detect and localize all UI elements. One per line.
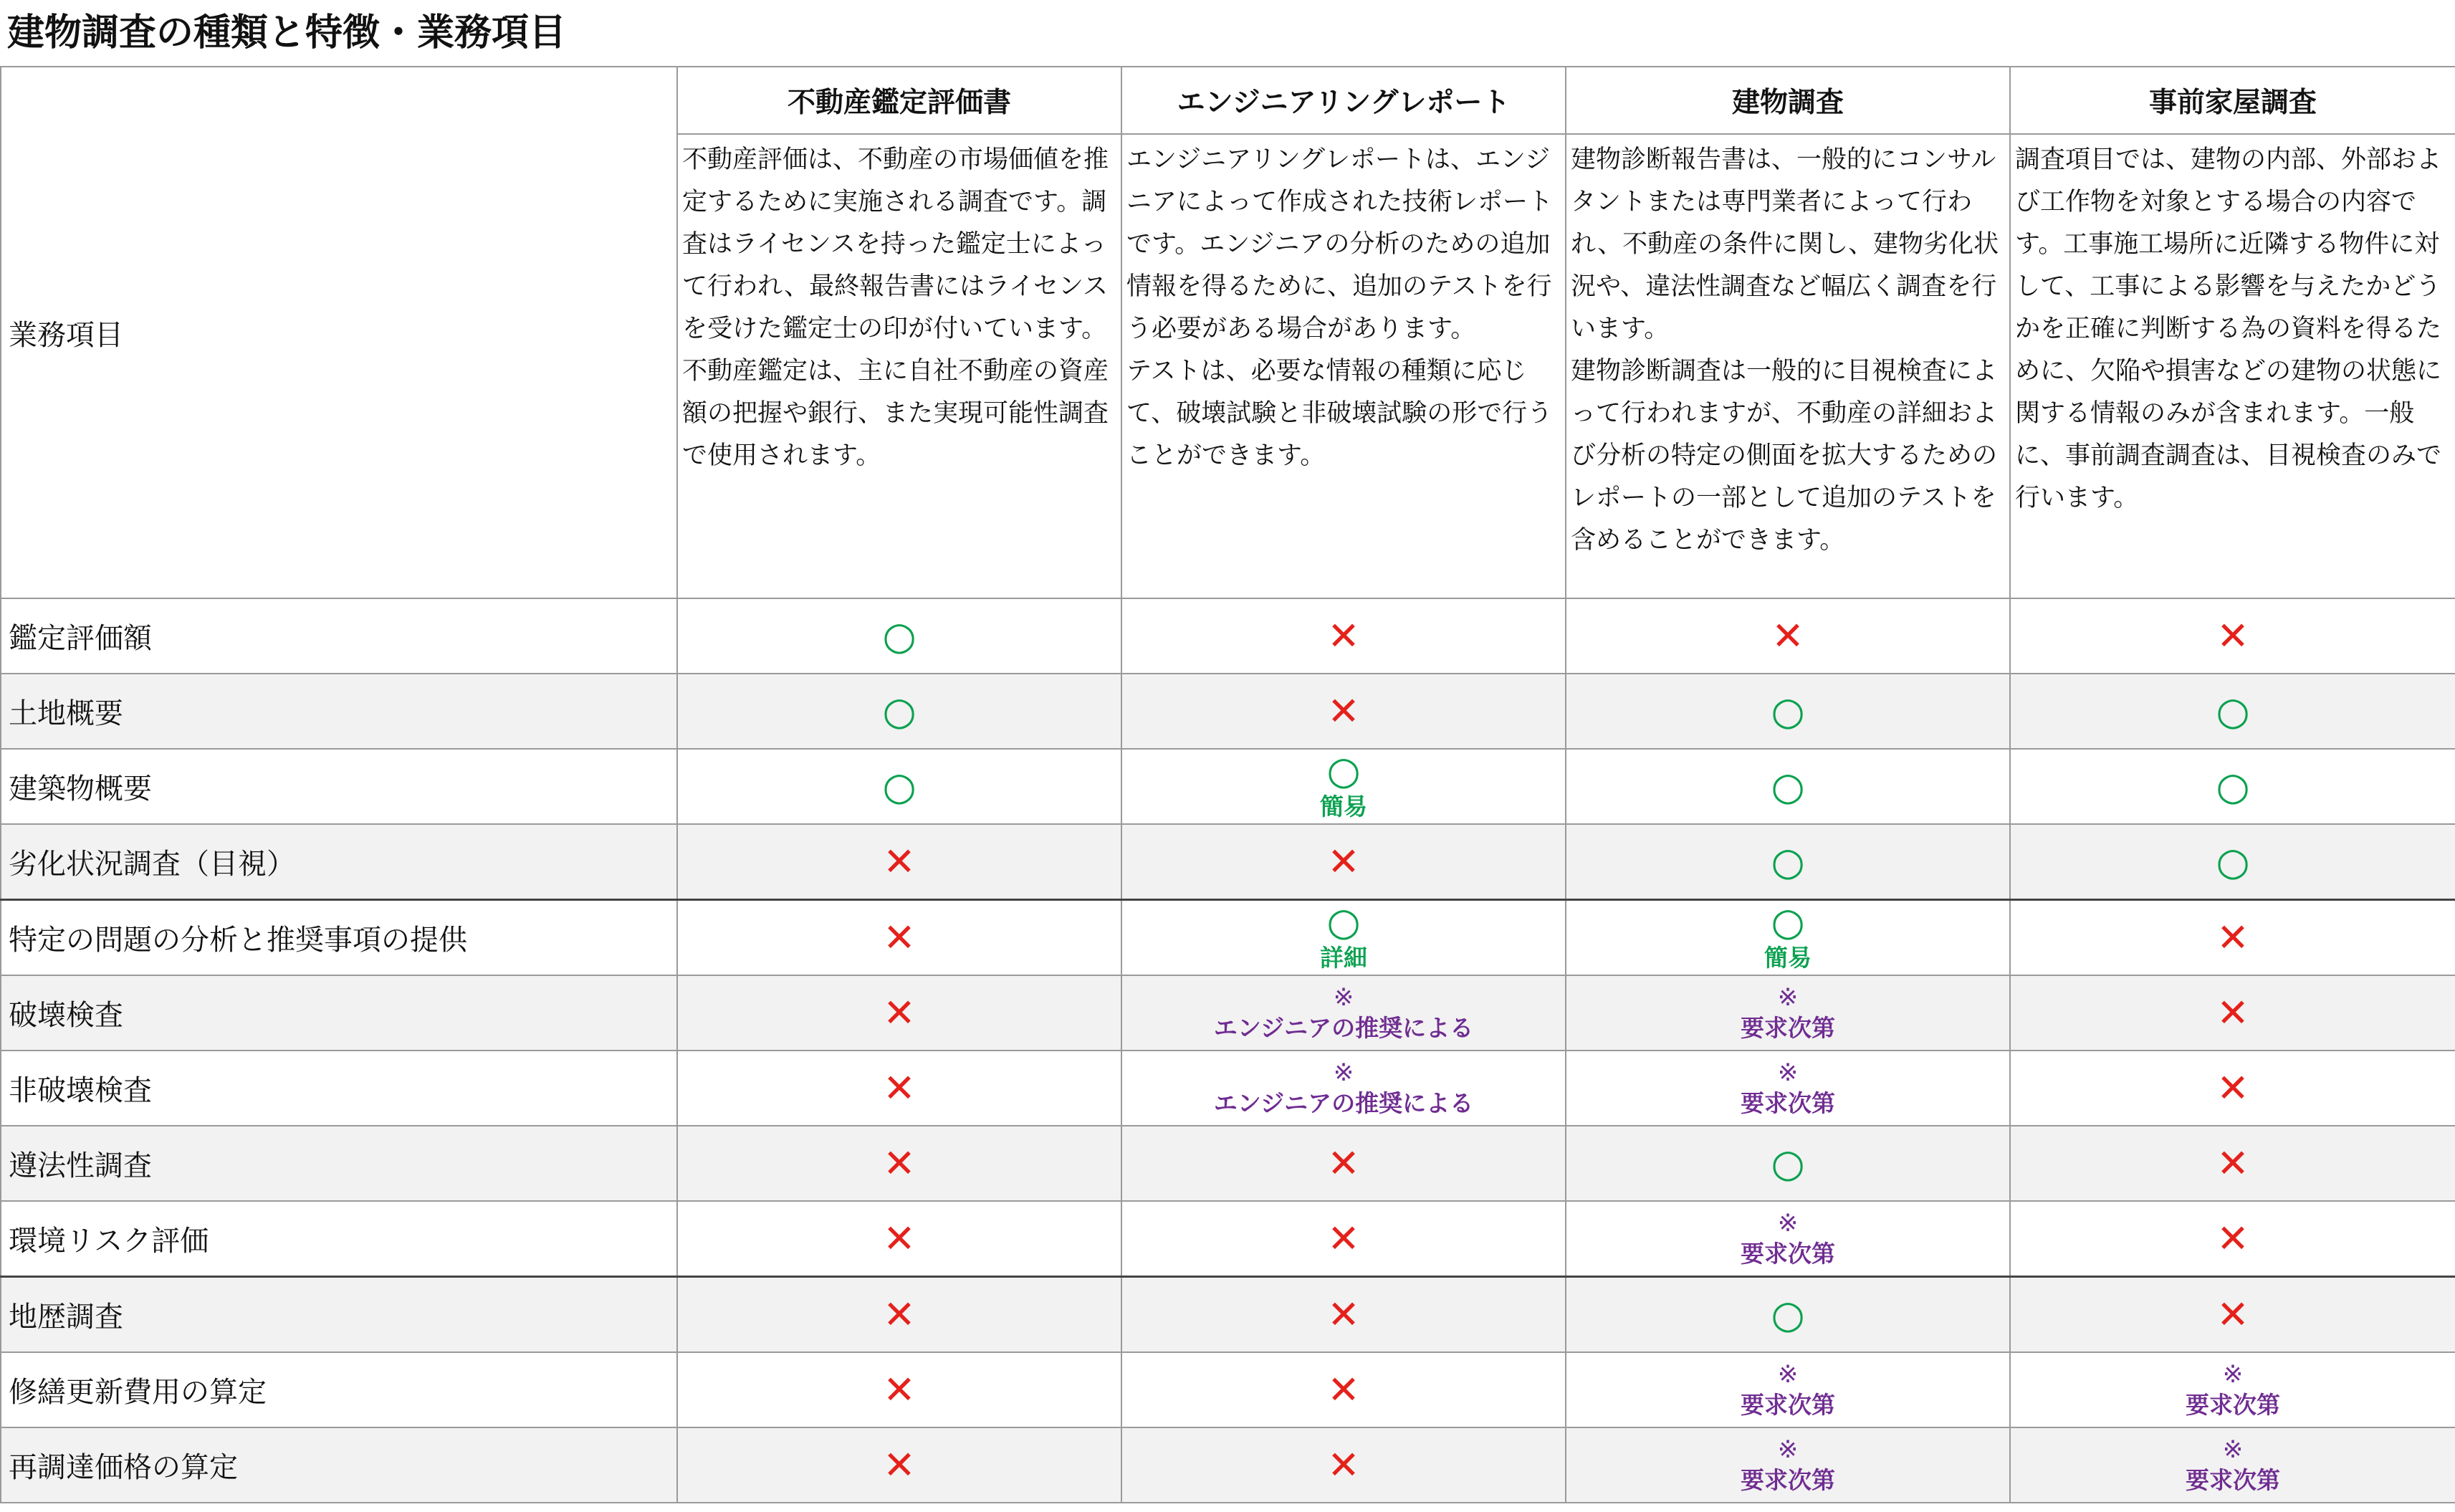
cross-icon: ✕ — [1327, 1215, 1360, 1261]
cell-note: 要求次第 — [2186, 1390, 2280, 1419]
table-row — [1, 900, 2455, 976]
cell-note: 詳細 — [1320, 943, 1367, 972]
table-row — [1, 674, 2455, 749]
table-cell — [2010, 1126, 2455, 1201]
table-cell — [677, 1352, 1121, 1427]
table-cell — [1121, 1201, 1566, 1277]
cross-icon: ✕ — [883, 914, 916, 960]
cell-note: 要求次第 — [1741, 1239, 1835, 1268]
table-cell — [1121, 975, 1566, 1051]
table-cell — [1566, 1427, 2010, 1503]
table-cell — [1566, 1126, 2010, 1201]
reference-mark-icon: ※ — [2222, 1359, 2244, 1389]
row-label: 鑑定評価額 — [1, 598, 677, 674]
reference-mark-icon: ※ — [1333, 982, 1354, 1012]
circle-icon: ○ — [882, 613, 917, 659]
table-cell — [1566, 1352, 2010, 1427]
cell-note: 要求次第 — [1741, 1465, 1835, 1494]
table-cell — [677, 674, 1121, 749]
cell-note: 要求次第 — [1741, 1013, 1835, 1042]
table-cell — [2010, 1427, 2455, 1503]
table-cell — [1121, 1277, 1566, 1353]
cross-icon: ✕ — [2216, 1140, 2249, 1186]
table-cell — [1566, 824, 2010, 900]
table-cell — [1121, 1427, 1566, 1503]
cross-icon: ✕ — [2216, 1215, 2249, 1261]
circle-icon: ○ — [882, 763, 917, 809]
table-cell — [2010, 674, 2455, 749]
table-row — [1, 1051, 2455, 1126]
header-cell-appraisal: 不動産鑑定評価書 — [677, 67, 1121, 134]
table-row — [1, 598, 2455, 674]
table-cell — [677, 1427, 1121, 1503]
table-cell — [1566, 598, 2010, 674]
row-label: 劣化状況調査（目視） — [1, 824, 677, 900]
cross-icon: ✕ — [883, 1215, 916, 1261]
table-cell — [677, 1201, 1121, 1277]
cell-note: エンジニアの推奨による — [1213, 1088, 1474, 1117]
description-building-survey: 建物診断報告書は、一般的にコンサルタントまたは専門業者によって行われ、不動産の条件に関し、建物劣化状況や、違法性調査など幅広く調査を行います。 建物診断調査は一般的に目視検査によって行われますが、不動産の詳細および分析の特定の側面を拡大するためのレポートの一部として追加のテストを含めることができます。 — [1566, 134, 2010, 598]
row-label: 遵法性調査 — [1, 1126, 677, 1201]
cell-note: 要求次第 — [1741, 1088, 1835, 1117]
table-cell — [1121, 1126, 1566, 1201]
table-cell — [1121, 824, 1566, 900]
circle-icon: ○ — [1771, 688, 1805, 734]
circle-icon: ○ — [2216, 688, 2250, 734]
table-cell — [2010, 1201, 2455, 1277]
reference-mark-icon: ※ — [1333, 1058, 1354, 1087]
table-cell — [2010, 749, 2455, 824]
table-cell — [677, 824, 1121, 900]
row-label: 破壊検査 — [1, 975, 677, 1051]
reference-mark-icon: ※ — [1777, 1435, 1799, 1464]
circle-icon: ○ — [1771, 763, 1805, 809]
cell-note: 簡易 — [1764, 943, 1812, 972]
cross-icon: ✕ — [883, 838, 916, 884]
table-cell — [1121, 598, 1566, 674]
table-cell — [1121, 749, 1566, 824]
row-label: 建築物概要 — [1, 749, 677, 824]
cross-icon: ✕ — [2216, 1065, 2249, 1111]
table-row — [1, 1126, 2455, 1201]
table-cell — [1121, 900, 1566, 976]
row-label: 再調達価格の算定 — [1, 1427, 677, 1503]
row-label-business-items: 業務項目 — [1, 67, 677, 598]
header-cell-building-survey: 建物調査 — [1566, 67, 2010, 134]
row-label: 特定の問題の分析と推奨事項の提供 — [1, 900, 677, 976]
table-row — [1, 749, 2455, 824]
table-cell — [2010, 598, 2455, 674]
cell-note: エンジニアの推奨による — [1213, 1013, 1474, 1042]
row-label: 地歴調査 — [1, 1277, 677, 1353]
cross-icon: ✕ — [1327, 613, 1360, 659]
description-appraisal: 不動産評価は、不動産の市場価値を推定するために実施される調査です。調査はライセンスを持った鑑定士によって行われ、最終報告書にはライセンスを受けた鑑定士の印が付いています。 不動産鑑定は、主に自社不動産の資産額の把握や銀行、また実現可能性調査で使用されます。 — [677, 134, 1121, 598]
cross-icon: ✕ — [883, 1140, 916, 1186]
cross-icon: ✕ — [2216, 990, 2249, 1035]
table-cell — [1121, 674, 1566, 749]
cross-icon: ✕ — [1327, 1291, 1360, 1337]
reference-mark-icon: ※ — [1777, 1359, 1799, 1389]
cross-icon: ✕ — [883, 1065, 916, 1111]
description-pre-house-survey: 調査項目では、建物の内部、外部および工作物を対象とする場合の内容です。工事施工場所に近隣する物件に対して、工事による影響を与えたかどうかを正確に判断する為の資料を得るために、欠陥や損害などの建物の状態に関する情報のみが含まれます。一般に、事前調査調査は、目視検査のみで行います。 — [2010, 134, 2455, 598]
row-label: 非破壊検査 — [1, 1051, 677, 1126]
table-cell — [1566, 975, 2010, 1051]
description-engineering-report: エンジニアリングレポートは、エンジニアによって作成された技術レポートです。エンジニアの分析のための追加情報を得るために、追加のテストを行う必要がある場合があります。 テストは、必要な情報の種類に応じて、破壊試験と非破壊試験の形で行うことができます。 — [1121, 134, 1566, 598]
table-cell — [2010, 1277, 2455, 1353]
table-cell — [677, 749, 1121, 824]
cross-icon: ✕ — [1327, 688, 1360, 734]
table-cell — [2010, 975, 2455, 1051]
table-cell — [677, 1051, 1121, 1126]
cross-icon: ✕ — [1327, 1367, 1360, 1412]
table-cell — [677, 1126, 1121, 1201]
table-row — [1, 1201, 2455, 1277]
cross-icon: ✕ — [883, 1442, 916, 1488]
cross-icon: ✕ — [1327, 1140, 1360, 1186]
table-cell — [1121, 1352, 1566, 1427]
row-label: 環境リスク評価 — [1, 1201, 677, 1277]
cross-icon: ✕ — [2216, 914, 2249, 960]
cell-note: 要求次第 — [2186, 1465, 2280, 1494]
cross-icon: ✕ — [883, 1367, 916, 1412]
row-label: 土地概要 — [1, 674, 677, 749]
header-cell-pre-house-survey: 事前家屋調査 — [2010, 67, 2455, 134]
circle-icon: ○ — [1771, 1291, 1805, 1337]
table-row — [1, 1352, 2455, 1427]
cell-note: 要求次第 — [1741, 1390, 1835, 1419]
table-cell — [677, 598, 1121, 674]
circle-icon: ○ — [2216, 763, 2250, 809]
cross-icon: ✕ — [2216, 613, 2249, 659]
circle-icon: ○ — [882, 688, 917, 734]
table-cell — [1566, 1201, 2010, 1277]
cross-icon: ✕ — [2216, 1291, 2249, 1337]
table-row — [1, 1427, 2455, 1503]
table-row — [1, 824, 2455, 900]
cross-icon: ✕ — [1327, 838, 1360, 884]
table-cell — [1566, 1051, 2010, 1126]
circle-icon: ○ — [1771, 899, 1805, 944]
table-cell — [677, 1277, 1121, 1353]
table-cell — [2010, 1051, 2455, 1126]
cross-icon: ✕ — [883, 1291, 916, 1337]
cross-icon: ✕ — [883, 990, 916, 1035]
circle-icon: ○ — [1326, 749, 1361, 793]
cell-note: 簡易 — [1320, 792, 1367, 820]
header-cell-engineering-report: エンジニアリングレポート — [1121, 67, 1566, 134]
table-cell — [1566, 1277, 2010, 1353]
page-title: 建物調査の種類と特徴・業務項目 — [7, 11, 567, 54]
cross-icon: ✕ — [1327, 1442, 1360, 1488]
table-row — [1, 1277, 2455, 1353]
table-cell — [1566, 674, 2010, 749]
circle-icon: ○ — [1771, 1140, 1805, 1186]
header-row — [1, 67, 2455, 134]
table-cell — [2010, 824, 2455, 900]
table-cell — [677, 900, 1121, 976]
comparison-table — [0, 66, 2455, 1503]
table-cell — [1121, 1051, 1566, 1126]
reference-mark-icon: ※ — [1777, 1058, 1799, 1087]
table-cell — [2010, 900, 2455, 976]
table-row — [1, 975, 2455, 1051]
circle-icon: ○ — [2216, 838, 2250, 884]
circle-icon: ○ — [1326, 899, 1361, 944]
reference-mark-icon: ※ — [1777, 982, 1799, 1012]
reference-mark-icon: ※ — [1777, 1208, 1799, 1238]
table-cell — [1566, 749, 2010, 824]
table-cell — [677, 975, 1121, 1051]
table-cell — [1566, 900, 2010, 976]
circle-icon: ○ — [1771, 838, 1805, 884]
reference-mark-icon: ※ — [2222, 1435, 2244, 1464]
row-label: 修繕更新費用の算定 — [1, 1352, 677, 1427]
table-cell — [2010, 1352, 2455, 1427]
cross-icon: ✕ — [1771, 613, 1804, 659]
